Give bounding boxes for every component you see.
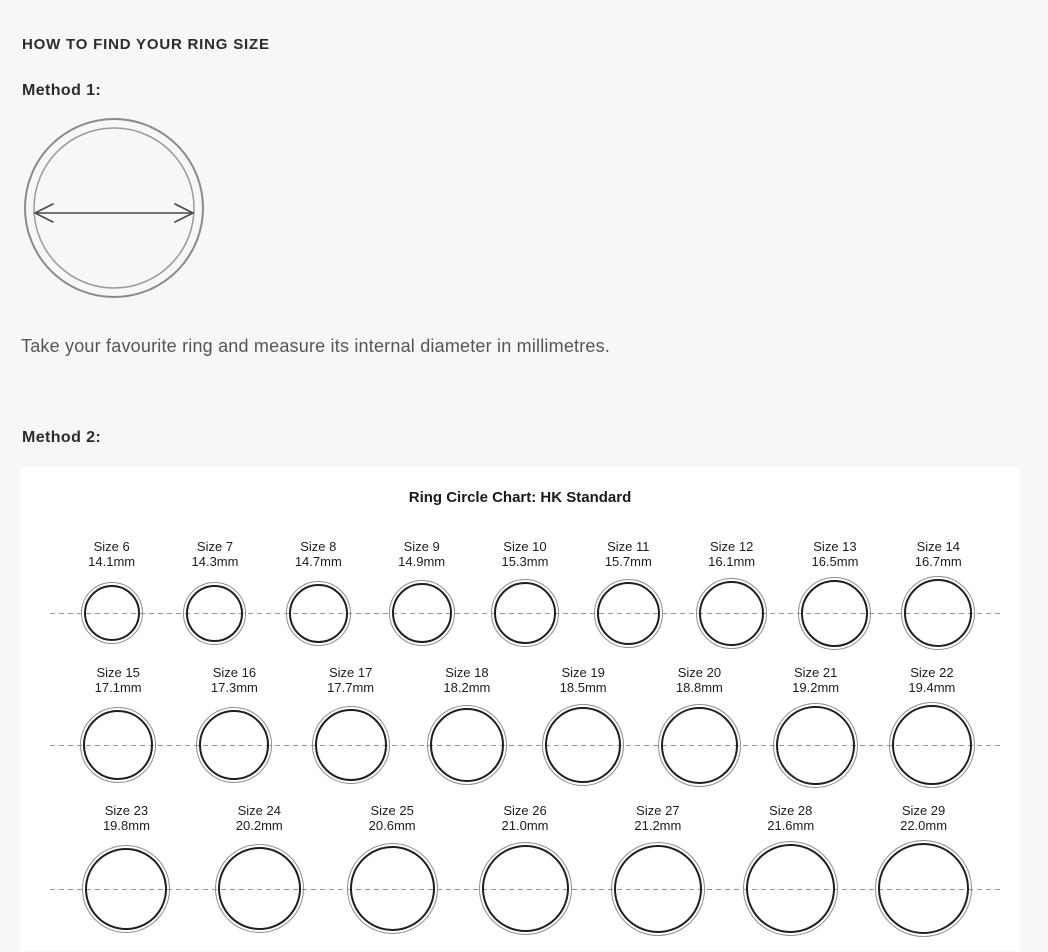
size-name: Size 16: [212, 665, 257, 680]
ring-circle: [611, 842, 705, 936]
ring-cell: [641, 702, 757, 788]
size-diameter: 16.1mm: [708, 554, 756, 569]
method1-heading: Method 1:: [22, 82, 102, 99]
size-diameter: 14.1mm: [88, 554, 136, 569]
size-name: Size 9: [403, 539, 440, 554]
size-name: Size 15: [96, 665, 140, 680]
ring-labels-row: [20, 539, 1020, 569]
size-name: Size 6: [93, 539, 130, 554]
ring-circle: [491, 579, 559, 647]
ring-circle: [196, 707, 272, 783]
ring-circle: [389, 580, 455, 646]
size-name: Size 18: [445, 665, 489, 680]
ring-size-label: [176, 665, 292, 695]
ring-labels-row: [20, 803, 1020, 833]
ring-cell: [857, 840, 990, 937]
ring-size-label: [577, 539, 680, 569]
ring-cell: [887, 576, 990, 650]
size-diameter: 20.6mm: [368, 818, 416, 833]
ring-circle-inner: [746, 844, 835, 933]
ring-size-label: [60, 539, 163, 569]
size-name: Size 19: [561, 665, 605, 680]
size-name: Size 13: [813, 539, 857, 554]
size-diameter: 21.0mm: [501, 818, 549, 833]
size-name: Size 25: [370, 803, 414, 818]
ring-size-label: [680, 539, 783, 569]
size-diameter: 15.7mm: [604, 554, 652, 569]
ring-circle: [479, 842, 572, 935]
ring-size-label: [783, 539, 886, 569]
ring-circle-inner: [699, 581, 764, 646]
ring-circle-inner: [430, 708, 504, 782]
ring-circle-inner: [218, 847, 301, 930]
ring-circle-inner: [84, 585, 140, 641]
ring-size-label: [887, 539, 990, 569]
size-diameter: 18.5mm: [559, 680, 607, 695]
ring-circle-inner: [83, 710, 153, 780]
size-name: Size 7: [196, 539, 234, 554]
size-diameter: 20.2mm: [235, 818, 283, 833]
size-name: Size 12: [709, 539, 754, 554]
ring-circle: [696, 578, 767, 649]
ring-circle: [347, 843, 438, 934]
size-diameter: 21.2mm: [634, 818, 682, 833]
ring-size-label: [163, 539, 266, 569]
ring-circle: [773, 703, 858, 788]
ring-size-label: [60, 803, 193, 833]
ring-circle-inner: [199, 710, 269, 780]
ring-circle: [312, 706, 390, 784]
ring-circle-inner: [776, 706, 855, 785]
ring-chart-rows: [20, 539, 1020, 937]
size-diameter: 15.3mm: [501, 554, 549, 569]
size-name: Size 29: [901, 803, 946, 818]
ring-cell: [724, 840, 857, 937]
size-name: Size 27: [636, 803, 680, 818]
ring-size-label: [267, 539, 370, 569]
ring-size-label: [473, 539, 576, 569]
ring-circle: [215, 844, 304, 933]
ring-circle: [81, 582, 143, 644]
method1-caption: Take your favourite ring and measure its internal diameter in millimetres.: [21, 336, 611, 356]
size-diameter: 16.7mm: [914, 554, 962, 569]
diameter-arrow-icon: [35, 204, 193, 222]
ring-size-label: [60, 665, 176, 695]
ring-cell: [591, 840, 724, 937]
ring-size-label: [641, 665, 757, 695]
ring-circle-inner: [904, 579, 972, 647]
size-diameter: 17.3mm: [210, 680, 258, 695]
size-name: Size 22: [910, 665, 954, 680]
ring-circle-inner: [315, 709, 387, 781]
size-diameter: 17.1mm: [94, 680, 142, 695]
size-name: Size 11: [607, 539, 650, 554]
size-name: Size 23: [104, 803, 149, 818]
size-diameter: 18.8mm: [675, 680, 723, 695]
ring-chart-row: [20, 539, 1020, 650]
size-name: Size 28: [769, 803, 813, 818]
ring-circles-row: [20, 576, 1020, 650]
ring-size-label: [193, 803, 326, 833]
ring-circle: [889, 702, 975, 788]
ring-chart-title: Ring Circle Chart: HK Standard: [408, 489, 632, 506]
size-diameter: 19.8mm: [102, 818, 150, 833]
ring-size-label: [370, 539, 473, 569]
ring-circle: [798, 577, 871, 650]
ring-size-label: [591, 803, 724, 833]
ring-diameter-diagram: [22, 113, 206, 303]
ring-circle-inner: [801, 580, 868, 647]
ring-circle-inner: [878, 843, 969, 934]
ring-circle-inner: [597, 582, 660, 645]
ring-circle-inner: [494, 582, 556, 644]
size-diameter: 19.4mm: [908, 680, 956, 695]
ring-cell: [758, 702, 874, 788]
size-diameter: 16.5mm: [811, 554, 859, 569]
ring-circles-row: [20, 840, 1020, 937]
ring-circle-inner: [482, 845, 569, 932]
ring-circle: [286, 581, 351, 646]
ring-size-label: [724, 803, 857, 833]
ring-size-label: [758, 665, 874, 695]
ring-circle-inner: [614, 845, 702, 933]
ring-cell: [874, 702, 990, 788]
page-title: HOW TO FIND YOUR RING SIZE: [22, 36, 270, 53]
ring-circle: [542, 704, 624, 786]
size-name: Size 20: [677, 665, 722, 680]
method2-heading: Method 2:: [22, 429, 102, 446]
size-diameter: 18.2mm: [443, 680, 491, 695]
diagram-outer-ring: [25, 119, 203, 297]
ring-circle: [901, 576, 975, 650]
ring-circle: [658, 704, 741, 787]
ring-size-label: [857, 803, 990, 833]
ring-circle: [427, 705, 507, 785]
size-name: Size 26: [503, 803, 547, 818]
ring-circle: [743, 841, 838, 936]
diagram-inner-ring: [34, 128, 194, 288]
ring-circle: [183, 582, 246, 645]
ring-circles-row: [20, 702, 1020, 788]
size-name: Size 17: [328, 665, 373, 680]
ring-circle: [80, 707, 156, 783]
ring-circle-inner: [392, 583, 452, 643]
ring-circle-inner: [350, 846, 435, 931]
ring-circle-inner: [892, 705, 972, 785]
size-diameter: 21.6mm: [767, 818, 815, 833]
size-diameter: 14.9mm: [398, 554, 446, 569]
ring-chart-row: [20, 665, 1020, 788]
ring-chart-card: [20, 467, 1020, 951]
ring-circle: [594, 579, 663, 648]
ring-circle: [875, 840, 972, 937]
size-diameter: 14.3mm: [191, 554, 239, 569]
size-diameter: 14.7mm: [294, 554, 342, 569]
ring-circle: [82, 845, 170, 933]
size-name: Size 24: [237, 803, 281, 818]
size-diameter: 17.7mm: [327, 680, 375, 695]
ring-chart-row: [20, 803, 1020, 937]
ring-circle-inner: [545, 707, 621, 783]
size-diameter: 19.2mm: [792, 680, 840, 695]
size-name: Size 14: [916, 539, 960, 554]
size-name: Size 8: [300, 539, 337, 554]
ring-size-label: [326, 803, 459, 833]
ring-size-label: [874, 665, 990, 695]
ring-circle-inner: [85, 848, 167, 930]
size-diameter: 22.0mm: [900, 818, 948, 833]
ring-labels-row: [20, 665, 1020, 695]
ring-circle-inner: [289, 584, 348, 643]
ring-size-label: [293, 665, 409, 695]
ring-size-label: [409, 665, 525, 695]
ring-size-label: [525, 665, 641, 695]
size-name: Size 10: [503, 539, 547, 554]
ring-cell: [525, 702, 641, 788]
size-name: Size 21: [793, 665, 838, 680]
ring-size-label: [459, 803, 592, 833]
ring-circle-inner: [186, 585, 243, 642]
ring-circle-inner: [661, 707, 738, 784]
